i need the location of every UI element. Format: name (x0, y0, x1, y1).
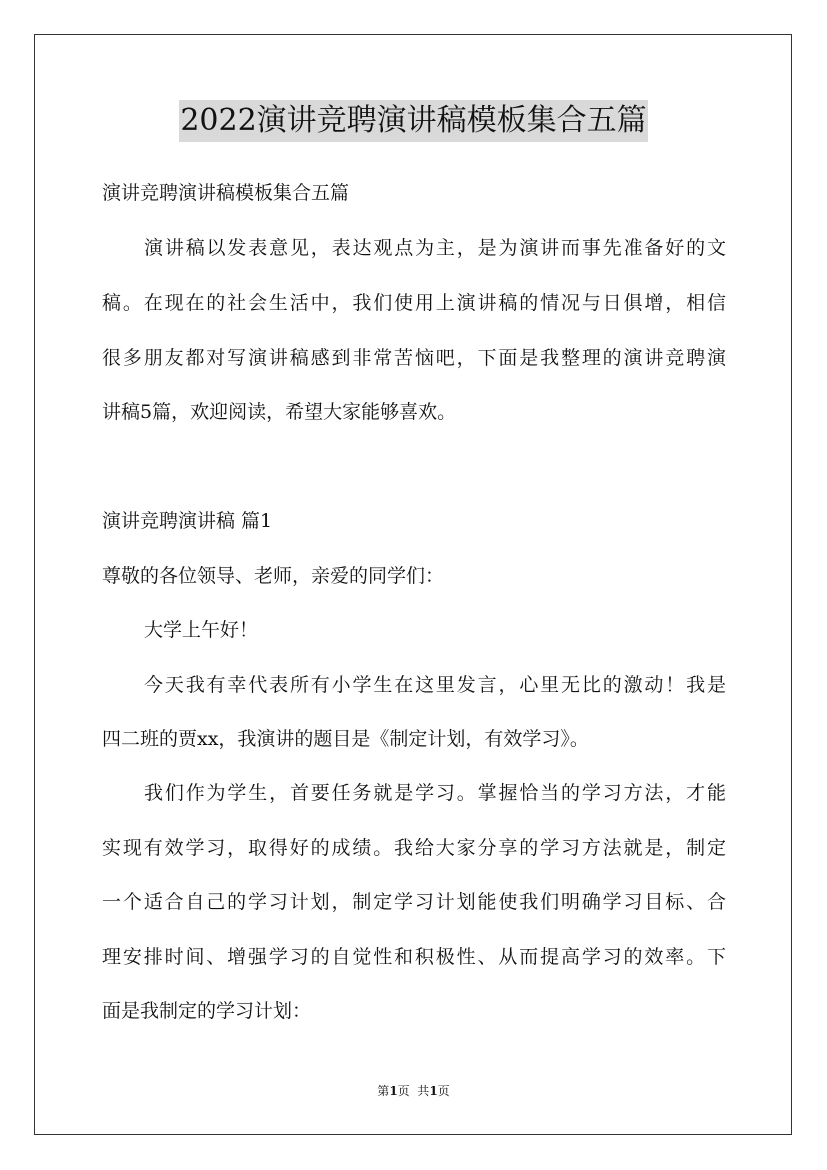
footer-suffix: 页 (437, 1084, 450, 1098)
salutation: 尊敬的各位领导、老师，亲爱的同学们： (102, 565, 445, 587)
document-title: 2022演讲竞聘演讲稿模板集合五篇 (179, 100, 647, 142)
para1-line-2: 四二班的贾xx，我演讲的题目是《制定计划，有效学习》。 (102, 728, 589, 750)
para1-line-1: 今天我有幸代表所有小学生在这里发言，心里无比的激动！我是 (144, 674, 726, 696)
footer-mid: 页 共 (397, 1084, 430, 1098)
footer-prefix: 第 (377, 1084, 390, 1098)
section-heading: 演讲竞聘演讲稿 篇1 (102, 510, 273, 532)
intro-line-2: 稿。在现在的社会生活中，我们使用上演讲稿的情况与日俱增，相信 (102, 292, 726, 314)
intro-line-4: 讲稿5篇，欢迎阅读，希望大家能够喜欢。 (102, 401, 457, 423)
para2-line-2: 实现有效学习，取得好的成绩。我给大家分享的学习方法就是，制定 (102, 837, 726, 859)
para2-line-3: 一个适合自己的学习计划，制定学习计划能使我们明确学习目标、合 (102, 891, 726, 913)
footer-page-number: 1 (389, 1084, 398, 1098)
greeting: 大学上午好！ (144, 619, 259, 641)
title-container (0, 100, 827, 142)
para2-line-4: 理安排时间、增强学习的自觉性和积极性、从而提高学习的效率。下 (102, 946, 726, 968)
footer-total-pages: 1 (429, 1084, 438, 1098)
page-footer (0, 1083, 827, 1099)
intro-line-1: 演讲稿以发表意见，表达观点为主，是为演讲而事先准备好的文 (144, 237, 726, 259)
document-subtitle: 演讲竞聘演讲稿模板集合五篇 (102, 182, 350, 204)
intro-line-3: 很多朋友都对写演讲稿感到非常苦恼吧，下面是我整理的演讲竞聘演 (102, 347, 726, 369)
para2-line-1: 我们作为学生，首要任务就是学习。掌握恰当的学习方法，才能 (144, 782, 726, 804)
para2-line-5: 面是我制定的学习计划： (102, 1000, 312, 1022)
